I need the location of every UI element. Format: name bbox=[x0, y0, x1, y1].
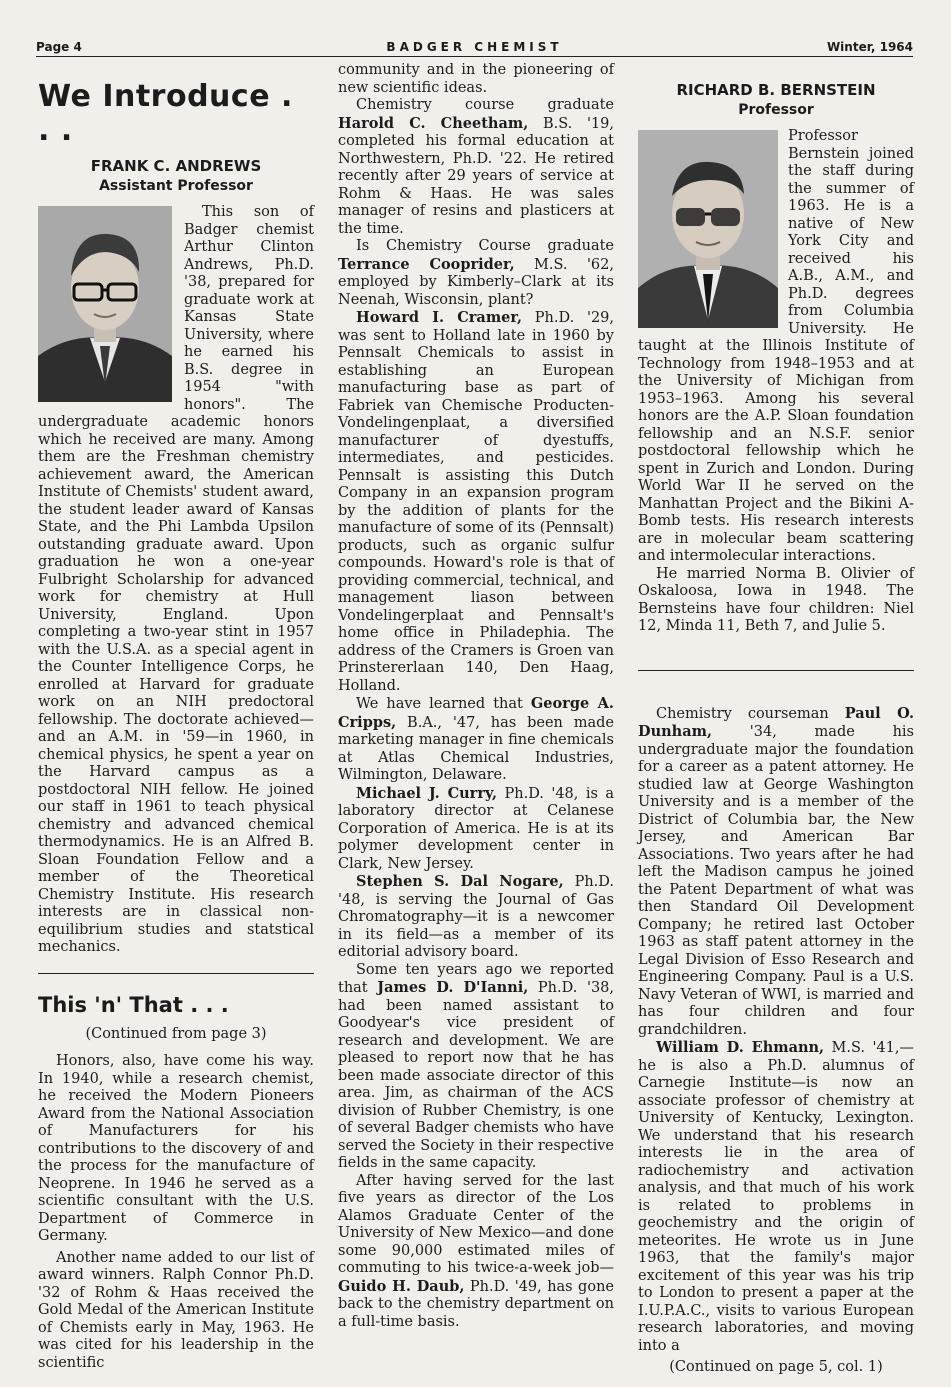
curry-name: Michael J. Curry, bbox=[356, 784, 498, 802]
cheetham-name: Harold C. Cheetham, bbox=[338, 114, 529, 132]
column-2 bbox=[338, 62, 614, 1331]
publication-title: BADGER CHEMIST bbox=[386, 40, 563, 54]
bernstein-family: He married Norma B. Olivier of Oskaloosa, Iowa in 1948. The Bernsteins have four children: Niel 12, Minda 11, Beth 7, and Julie 5. bbox=[638, 565, 914, 634]
andrews-photo bbox=[38, 206, 172, 402]
cheetham-item: Chemistry course graduate Harold C. Cheetham, B.S. '19, completed his formal education at Northwestern, Ph.D. '22. He retired recently after 29 years of service at Rohm & Haas. He was sales manager of resins and plasticers at the time. bbox=[338, 97, 614, 237]
cripps-name: George A. Cripps, bbox=[338, 695, 614, 731]
ehmann-item: William D. Ehmann, M.S. '41,—he is also a Ph.D. alumnus of Carnegie Institute—is now an associate professor of chemistry at University of Kentucky, Lexington. We understand that his research interests lie in the area of radiochemistry and activation analysis, and that much of his work is related to problems in geochemistry and the origin of meteorites. He wrote us in June 1963, that the family's major excitement of this year was his trip to London to present a paper at the I.U.P.A.C., visits to various European research laboratories, and moving into a bbox=[638, 1039, 914, 1354]
cooprider-item: Is Chemistry Course graduate Terrance Cooprider, M.S. '62, employed by Kimberly–Clark at its Neenah, Wisconsin, plant? bbox=[338, 238, 614, 308]
dianni-item: Some ten years ago we reported that James D. D'Ianni, Ph.D. '38, had been named assistant to Goodyear's vice president of research and development. We are pleased to report now that he has been made associate director of this area. Jim, as chairman of the ACS division of Rubber Chemistry, is one of several Badger chemists who have served the Society in their respective fields in the same capacity. bbox=[338, 961, 615, 1171]
andrews-bio: This son of Badger chemist Arthur Clinton Andrews, Ph.D. '38, prepared for graduate work at Kansas State University, where he earned his B.S. degree in 1954 "with honors". The undergraduate academic honors which he received are many. Among them are the Freshman chemistry achievement award, the American Institute of Chemists' student award, the student leader award of Kansas State, and the Phi Lambda Upsilon outstanding graduate award. Upon graduation he won a one-year Fulbright Scholarship for advanced work for chemistry at Hull University, England. Upon completing a two-year stint in 1957 with the U.S.A. as a special agent in the Counter Intelligence Corps, he enrolled at Harvard for graduate work on an NIH predoctoral fellowship. The doctorate achieved—and an A.M. in '59—in 1960, in chemical physics, he spent a year on the Harvard campus as a postdoctoral NIH fellow. He joined our staff in 1961 to teach physical chemistry and advanced chemical thermodynamics. He is an Alfred B. Sloan Foundation Fellow and a member of the Theoretical Chemistry Institute. His research interests are in classical non-equilibrium studies and statstical mechanics. bbox=[38, 204, 314, 955]
continued-from-note: (Continued from page 3) bbox=[85, 1025, 267, 1042]
ehmann-name: William D. Ehmann, bbox=[656, 1039, 825, 1056]
dal-nogare-item: Stephen S. Dal Nogare, Ph.D. '48, is serving the Journal of Gas Chromatography—it is a newcomer in its field—as a member of its editorial advisory board. bbox=[338, 873, 614, 960]
continued-on-note: (Continued on page 5, col. 1) bbox=[669, 1359, 883, 1375]
daub-item: After having served for the last five years as director of the Los Alamos Graduate Center of the University of New Mexico—and done some 90,000 estimated miles of commuting to his twice-a-week job—Guido H. Daub, Ph.D. '49, has gone back to the chemistry department on a full-time basis. bbox=[338, 1172, 614, 1330]
honors-paragraph: Honors, also, have come his way. In 1940, while a research chemist, he received the Modern Pioneers Award from the National Association of Manufacturers for his contributions to the discovery of and the process for the manufacture of Neoprene. In 1946 he served as a scientific consultant with the U.S. Department of Commerce in Germany. bbox=[38, 1053, 314, 1244]
issue-date: Winter, 1964 bbox=[826, 40, 913, 54]
column-1 bbox=[38, 62, 314, 1372]
dianni-name: James D. D'Ianni, bbox=[377, 979, 529, 996]
this-n-that-heading: This 'n' That . . . bbox=[38, 992, 229, 1017]
col2-continuation: community and in the pioneering of new scientific ideas. bbox=[338, 62, 614, 96]
andrews-name: FRANK C. ANDREWS bbox=[90, 157, 262, 175]
cripps-item: We have learned that George A. Cripps, B.A., '47, has been made marketing manager in fine chemicals at Atlas Chemical Industries, Wilmington, Delaware. bbox=[338, 695, 614, 783]
page-number: Page 4 bbox=[36, 40, 82, 54]
award-winners-paragraph: Another name added to our list of award winners. Ralph Connor Ph.D. '32 of Rohm & Haas received the Gold Medal of the American Institute of Chemists early in May, 1963. He was cited for his leadership in the scientific bbox=[38, 1249, 314, 1371]
andrews-title: Assistant Professor bbox=[99, 178, 253, 194]
bernstein-photo bbox=[638, 130, 778, 328]
cramer-item: Howard I. Cramer, Ph.D. '29, was sent to Holland late in 1960 by Pennsalt Chemicals to assist in establishing an European manufacturing base as part of Fabriek van Chemische Producten-Vondelingenplaat, a diversified manufacturer of dyestuffs, intermediates, and pesticides. Pennsalt is assisting this Dutch Company in an expansion program by the addition of plants for the manufacture of some of its (Pennsalt) products, such as organic sulfur compounds. Howard's role is that of providing commercial, technical, and management liason between Vondelingerplaat and Pennsalt's home office in Philadephia. The address of the Cramers is Groen van Prinstererlaan 140, Den Haag, Holland. bbox=[338, 309, 615, 694]
bernstein-bio: Professor Bernstein joined the staff during the summer of 1963. He is a native of New York City and received his A.B., A.M., and Ph.D. degrees from Columbia University. He taught at the Illinois Institute of Technology from 1948–1953 and at the University of Michigan from 1953–1963. Among his several honors are the A.P. Sloan foundation fellowship and an N.S.F. senior postdoctoral fellowship which he spent in Zurich and London. During World War II he served on the Manhattan Project and the Bikini A-Bomb tests. His research interests are in molecular beam scattering and intermolecular interactions. bbox=[638, 128, 914, 564]
dunham-item: Chemistry courseman Paul O. Dunham, '34, made his undergraduate major the foundation for a career as a patent attorney. He studied law at George Washington University and is a member of the District of Columbia bar, the New Jersey, and American Bar Associations. Two years after he had left the Madison campus he joined the Patent Department of what was then Standard Oil Development Company; he retired last October 1963 as staff patent attorney in the Legal Division of Esso Research and Engineering Company. Paul is a U.S. Navy Veteran of WWI, is married and has four children and four grandchildren. bbox=[638, 704, 914, 1038]
column-3 bbox=[638, 62, 914, 1387]
dunham-name: Paul O. Dunham, bbox=[638, 704, 914, 740]
section-divider-col3 bbox=[638, 670, 914, 671]
curry-item: Michael J. Curry, Ph.D. '48, is a laboratory director at Celanese Corporation of America. He is at its polymer development center in Clark, New Jersey. bbox=[338, 784, 614, 872]
bernstein-title: Professor bbox=[738, 102, 814, 118]
page-header bbox=[36, 38, 913, 57]
bernstein-name: RICHARD B. BERNSTEIN bbox=[676, 81, 876, 99]
cramer-name: Howard I. Cramer, bbox=[356, 309, 523, 326]
section-divider bbox=[38, 973, 314, 974]
cooprider-name: Terrance Cooprider, bbox=[338, 255, 515, 273]
dal-nogare-name: Stephen S. Dal Nogare, bbox=[356, 873, 564, 890]
daub-name: Guido H. Daub, bbox=[338, 1277, 465, 1295]
we-introduce-heading: We Introduce . . . bbox=[38, 79, 293, 148]
